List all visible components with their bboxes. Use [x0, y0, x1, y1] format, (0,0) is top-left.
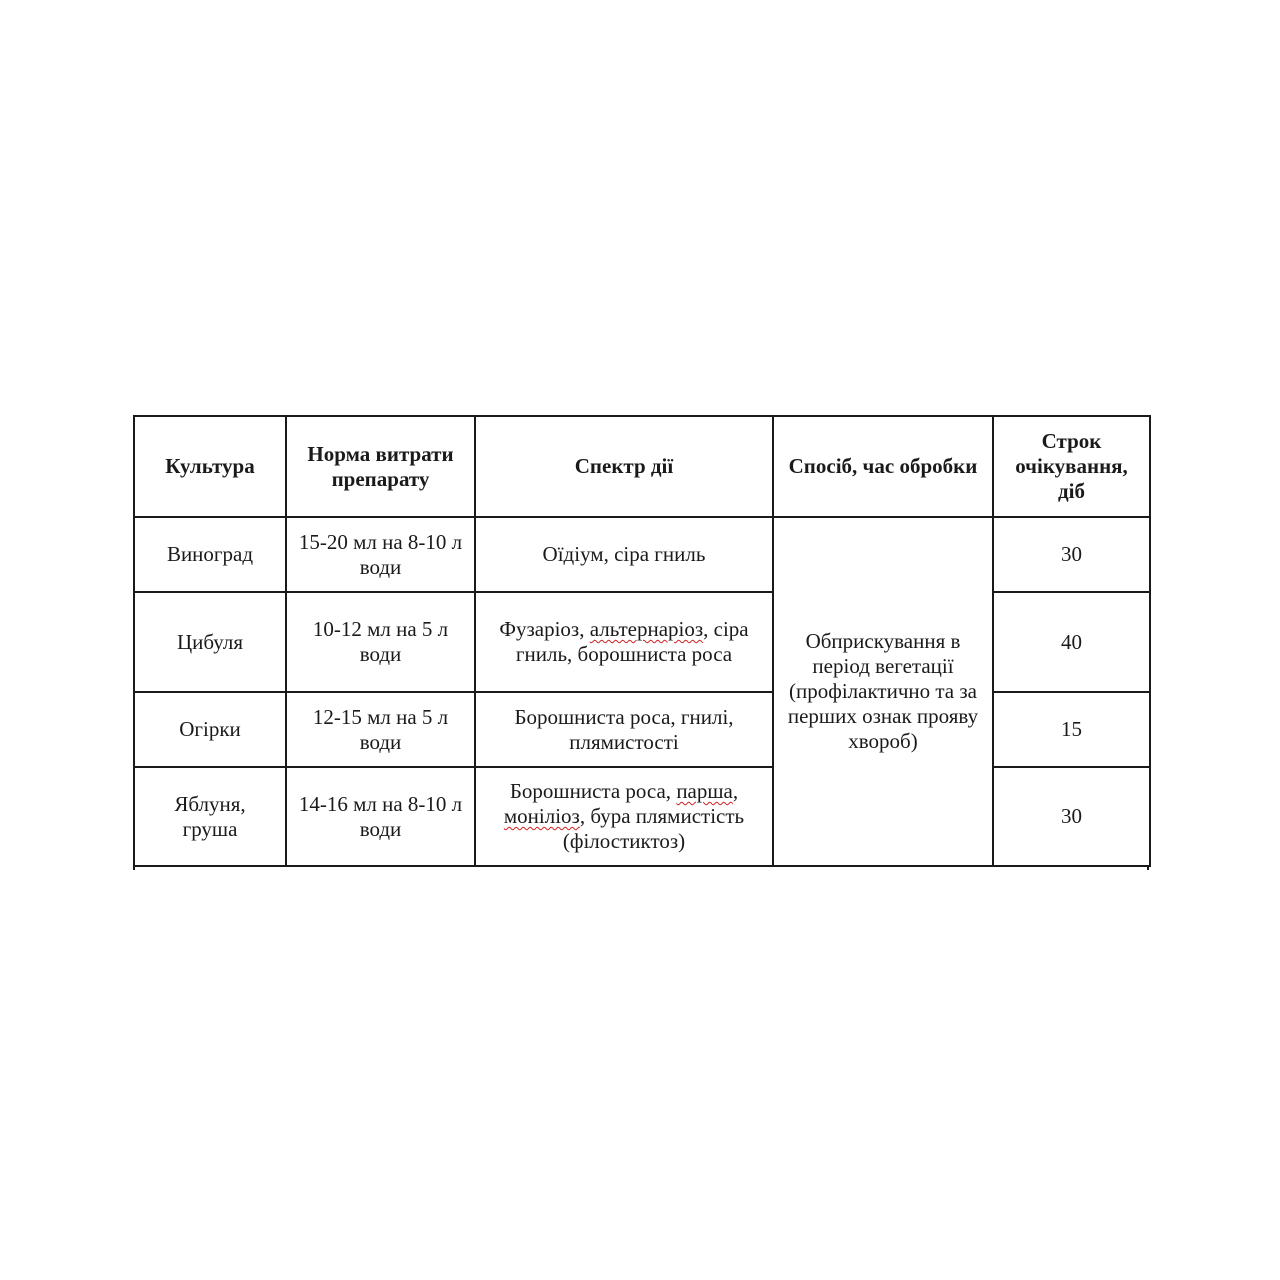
cell-rate: 14-16 мл на 8-10 л води [286, 767, 475, 866]
treatment-table-container [133, 415, 1149, 867]
table-header-row [134, 416, 1150, 517]
cell-spectrum [475, 692, 773, 767]
spectrum-text: , [732, 779, 739, 803]
cell-crop: Виноград [134, 517, 286, 592]
cell-wait: 30 [993, 767, 1150, 866]
cell-rate: 12-15 мл на 5 л води [286, 692, 475, 767]
spectrum-text: Борошниста роса, [509, 779, 677, 803]
table-row [134, 592, 1150, 692]
cell-spectrum [475, 517, 773, 592]
cell-wait: 30 [993, 517, 1150, 592]
spectrum-text: Борошниста роса, гнилі, плямистості [514, 704, 734, 754]
header-spectrum: Спектр дії [475, 416, 773, 517]
header-crop: Культура [134, 416, 286, 517]
spectrum-text: , сіра гниль, борошниста роса [515, 617, 749, 666]
cell-crop: Яблуня, груша [134, 767, 286, 866]
cell-wait: 40 [993, 592, 1150, 692]
header-wait: Строк очікування, діб [993, 416, 1150, 517]
table-row [134, 692, 1150, 767]
cell-spectrum [475, 767, 773, 866]
header-rate: Норма витрати препарату [286, 416, 475, 517]
spellcheck-flagged-word: парша [676, 779, 733, 803]
table-row [134, 767, 1150, 866]
cell-crop: Цибуля [134, 592, 286, 692]
table-bottom-edge [133, 866, 1149, 870]
cell-wait: 15 [993, 692, 1150, 767]
treatment-table [133, 415, 1151, 867]
spectrum-text: Оїдіум, сіра гниль [542, 542, 706, 566]
spectrum-text: , бура плямистість (філостиктоз) [562, 804, 745, 853]
cell-rate: 10-12 мл на 5 л води [286, 592, 475, 692]
cell-spectrum [475, 592, 773, 692]
spellcheck-flagged-word: моніліоз [503, 804, 580, 828]
header-method: Спосіб, час обробки [773, 416, 993, 517]
spellcheck-flagged-word: альтернаріоз [589, 617, 704, 641]
cell-method: Обприскування в період вегетації (профілактично та за перших ознак прояву хвороб) [773, 517, 993, 866]
spectrum-text: Фузаріоз, [499, 617, 590, 641]
cell-crop: Огірки [134, 692, 286, 767]
table-row [134, 517, 1150, 592]
cell-rate: 15-20 мл на 8-10 л води [286, 517, 475, 592]
